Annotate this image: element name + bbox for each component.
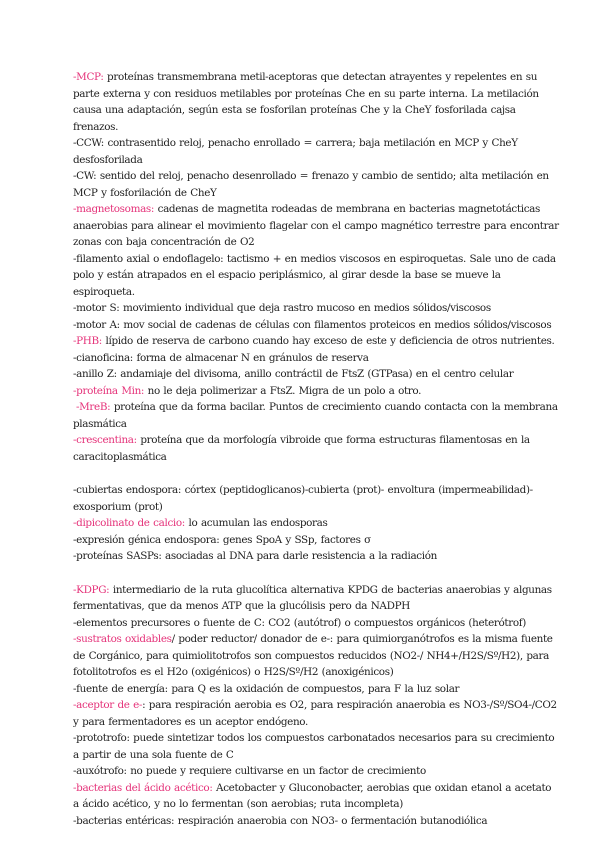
definition-proteina-min: no le deja polimerizar a FtsZ. Migra de un polo a otro. — [144, 384, 422, 397]
definition-filamento-axial: -filamento axial o endoflagelo: tactismo + en medios viscosos en espiroquetas. Sale uno de cada polo y están atrapados en el espacio periplásmico, al girar desde la base se mueve la espiroqueta. — [73, 252, 556, 298]
term-magnetosomas: -magnetosomas: — [73, 203, 155, 215]
definition-mcp: proteínas transmembrana metil-aceptoras que detectan atrayentes y repelentes en su parte externa y con residuos metilables por proteínas Che en su parte interna. La metilación causa una adaptación, según esta se fosforilan proteínas Che y la CheY fosforilada cajsa frenazos. — [73, 71, 539, 133]
definition-dipicolinato: lo acumulan las endosporas — [184, 517, 328, 529]
definition-auxotrofo: -auxótrofo: no puede y requiere cultivarse en un factor de crecimiento — [73, 765, 426, 777]
term-sustratos-oxidables: -sustratos oxidables — [73, 633, 172, 645]
term-phb: -PHB: — [73, 335, 102, 347]
definition-fuente-energia: -fuente de energía: para Q es la oxidación de compuestos, para F la luz solar — [73, 682, 460, 695]
definition-cubiertas-endospora: -cubiertas endospora: córtex (peptidoglicanos)-cubierta (prot)- envoltura (impermeabilidad)- exosporium (prot) — [73, 484, 533, 513]
entry-fuente-energia — [73, 681, 560, 698]
entry-sustratos-oxidables — [73, 631, 560, 681]
entry-ccw — [73, 135, 560, 168]
entry-sasps — [73, 548, 560, 565]
entry-motor-s — [73, 300, 560, 317]
entry-phb — [73, 333, 560, 350]
definition-bacterias-entericas: -bacterias entéricas: respiración anaerobia con NO3- o fermentación butanodiólica — [73, 814, 488, 827]
term-kdpg: -KDPG: — [73, 583, 110, 596]
definition-magnetosomas: cadenas de magnetita rodeadas de membrana en bacterias magnetotácticas anaerobias para alinear el movimiento flagelar con el campo magnético terrestre para encontrar zonas con baja concentración de O2 — [73, 203, 559, 248]
definition-cianoficina: -cianoficina: forma de almacenar N en gránulos de reserva — [73, 351, 369, 364]
entry-proteina-min — [73, 383, 560, 400]
entry-expresion-genica — [73, 532, 560, 549]
definition-anillo-z: -anillo Z: andamiaje del divisoma, anillo contráctil de FtsZ (GTPasa) en el centro celular — [73, 368, 514, 380]
definition-motor-s: -motor S: movimiento individual que deja rastro mucoso en medios sólidos/viscosos — [73, 302, 491, 314]
entry-magnetosomas — [73, 201, 560, 251]
entry-kdpg — [73, 582, 560, 615]
entry-bacterias-entericas — [73, 813, 560, 830]
entry-filamento-axial — [73, 251, 560, 301]
definition-sasps: -proteínas SASPs: asociadas al DNA para darle resistencia a la radiación — [73, 550, 437, 562]
definition-elementos-precursores: -elementos precursores o fuente de C: CO2 (autótrof) o compuestos orgánicos (heterótrof) — [73, 616, 526, 629]
entry-acido-acetico — [73, 780, 560, 813]
term-acido-acetico: -bacterias del ácido acético: — [73, 781, 213, 794]
entry-cw — [73, 168, 560, 201]
entry-cubiertas-endospora — [73, 482, 560, 515]
entry-anillo-z — [73, 366, 560, 383]
entry-aceptor-electrones — [73, 697, 560, 730]
definition-acido-acetico: Acetobacter y Gluconobacter, aerobias que oxidan etanol a acetato a ácido acético, y no lo fermentan (son aerobias; ruta incompleta) — [73, 781, 552, 810]
definition-ccw: -CCW: contrasentido reloj, penacho enrollado = carrera; baja metilación en MCP y CheY desfosforilada — [73, 137, 518, 166]
definition-crescentina: proteína que da morfología vibroide que forma estructuras filamentosas en la caracitoplasmática — [73, 434, 530, 463]
entry-elementos-precursores — [73, 615, 560, 632]
definition-motor-a: -motor A: mov social de cadenas de células con filamentos proteicos en medios sólidos/viscosos — [73, 318, 552, 331]
term-crescentina: -crescentina: — [73, 434, 137, 446]
definition-aceptor-electrones: : para respiración aerobia es O2, para respiración anaerobia es NO3-/Sº/SO4-/CO2 y para fermentadores es un aceptor endógeno. — [73, 699, 557, 728]
section-gap — [73, 465, 560, 482]
entry-auxotrofo — [73, 763, 560, 780]
term-mreb: -MreB: — [73, 401, 111, 413]
definition-phb: lípido de reserva de carbono cuando hay exceso de este y deficiencia de otros nutrientes. — [101, 335, 555, 347]
section-gap — [73, 565, 560, 582]
entry-mcp — [73, 69, 560, 135]
definition-expresion-genica: -expresión génica endospora: genes SpoA y SSp, factores σ — [73, 533, 371, 546]
entry-dipicolinato — [73, 515, 560, 532]
definition-kdpg: intermediario de la ruta glucolítica alternativa KPDG de bacterias anaerobias y algunas fermentativas, que da menos ATP que la glucólisis pero da NADPH — [73, 583, 552, 612]
entry-crescentina — [73, 432, 560, 465]
term-aceptor-electrones: -aceptor de e- — [73, 699, 143, 711]
entry-mreb — [73, 399, 560, 432]
definition-mreb: proteína que da forma bacilar. Puntos de crecimiento cuando contacta con la membrana plasmática — [73, 401, 558, 430]
term-mcp: -MCP: — [73, 71, 104, 83]
term-proteina-min: -proteína Min: — [73, 384, 145, 397]
entry-prototrofo — [73, 730, 560, 763]
definition-sustratos-oxidables: / poder reductor/ donador de e-: para quimiorganótrofos es la misma fuente de Corgánico, para quimiolitotrofos son compuestos reducidos (NO2-/ NH4+/H2S/Sº/H2), para fotolitotrofos es el H2o (oxigénicos) o H2S/Sº/H2 (anoxigénicos) — [73, 633, 553, 678]
term-dipicolinato: -dipicolinato de calcio: — [73, 517, 185, 529]
definition-cw: -CW: sentido del reloj, penacho desenrollado = frenazo y cambio de sentido; alta metilación en MCP y fosforilación de CheY — [73, 170, 549, 199]
entry-cianoficina — [73, 350, 560, 367]
entry-motor-a — [73, 317, 560, 334]
definition-prototrofo: -prototrofo: puede sintetizar todos los compuestos carbonatados necesarios para su crecimiento a partir de una sola fuente de C — [73, 732, 555, 761]
